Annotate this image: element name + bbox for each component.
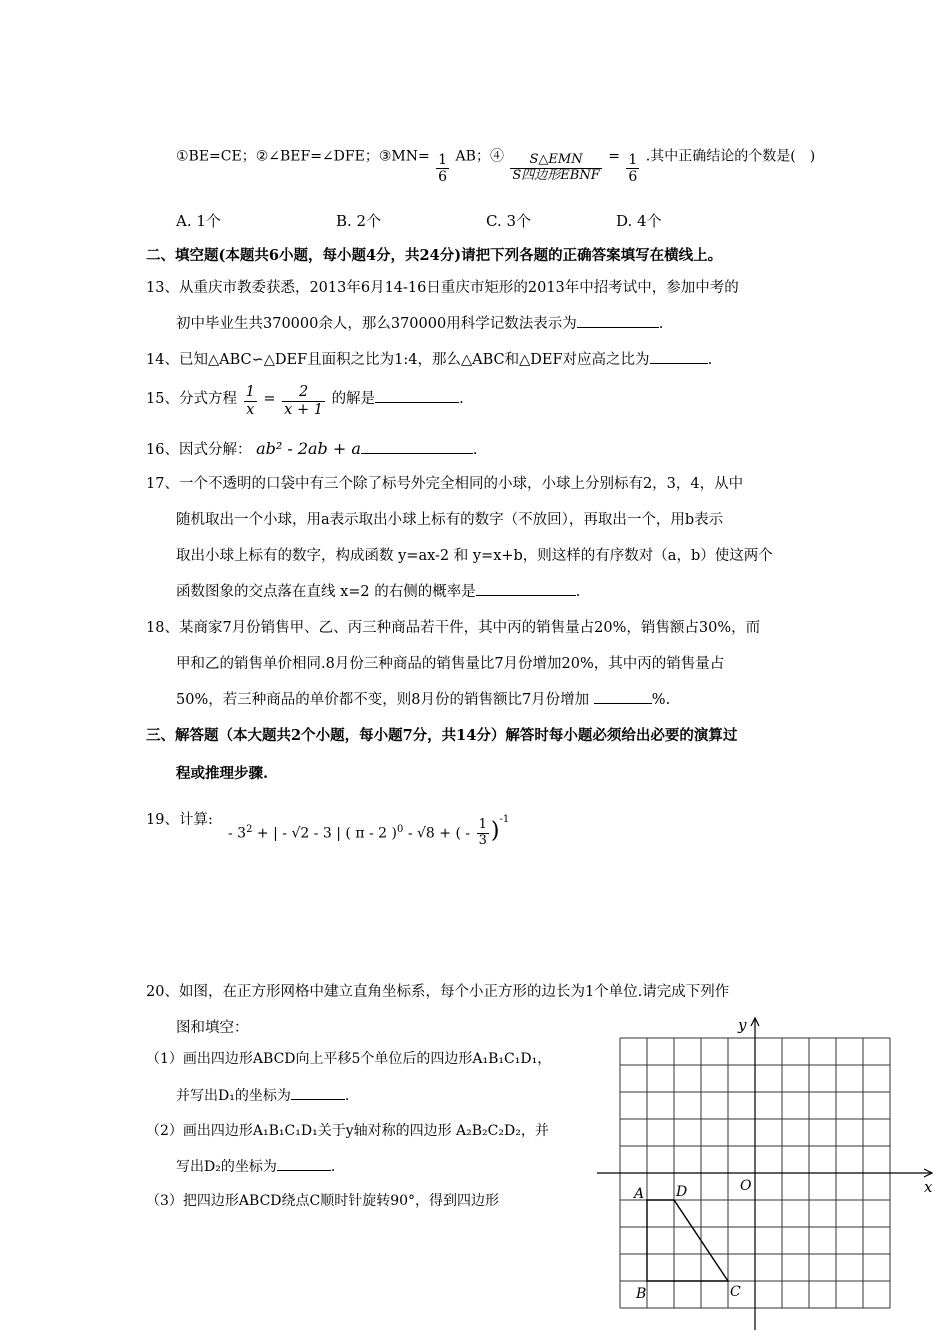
q19-frac-den: 3 (478, 832, 487, 848)
q20-item1-blank[interactable] (291, 1085, 345, 1100)
q17-tail: . (575, 584, 581, 600)
q12-frac1-den: 6 (438, 169, 448, 186)
q16-expression: ab² - 2ab + a (256, 439, 361, 458)
q15-fraction-a (244, 384, 257, 418)
q12-option-d: D. 4个 (616, 212, 662, 230)
q13-answer-blank[interactable] (577, 313, 659, 328)
q12-frac3-den: 6 (628, 169, 638, 186)
q19-fraction (477, 818, 489, 849)
q18-tail: %. (651, 692, 671, 708)
q12-frac3-num: 1 (628, 152, 638, 168)
q19-part2: + | - √2 - 3 | ( π - 2 ) (252, 825, 397, 842)
q17-line2: 随机取出一个小球，用a表示取出小球上标有的数字（不放回），再取出一个，用b表示 (176, 512, 724, 528)
q18-text: 50%，若三种商品的单价都不变，则8月份的销售额比7月份增加 (176, 692, 590, 708)
q19-expression (228, 813, 510, 849)
q19-part2-sup: 0 (397, 823, 404, 835)
q15-frac-a-den: x (246, 401, 255, 418)
q15-answer-blank[interactable] (375, 388, 459, 403)
q12-question-tail: .其中正确结论的个数是( ) (645, 148, 816, 165)
q18-answer-blank[interactable] (594, 689, 652, 704)
q20-item2-tail: . (330, 1159, 336, 1175)
label-a: A (634, 1186, 645, 1202)
q20-item1-line2 (176, 1085, 349, 1105)
q19-prefix: 19、计算: (146, 812, 213, 828)
section2-heading: 二、填空题(本题共6小题，每小题4分，共24分)请把下列各题的正确答案填写在横线上。 (146, 247, 723, 264)
q16-prefix: 16、因式分解： (146, 442, 252, 458)
q14-tail: . (707, 352, 713, 368)
q20-item2-blank[interactable] (277, 1156, 331, 1171)
q20-item2-line1: （2）画出四边形A₁B₁C₁D₁关于y轴对称的四边形 A₂B₂C₂D₂，并 (146, 1123, 549, 1139)
q16-answer-blank[interactable] (361, 439, 473, 454)
coordinate-grid-figure (592, 1010, 942, 1340)
q20-line2: 图和填空： (176, 1020, 249, 1036)
q13-line1: 13、从重庆市教委获悉，2013年6月14-16日重庆市矩形的2013年中招考试中，参加中考的 (146, 280, 739, 296)
q15-line (146, 382, 464, 416)
q19-part4-sup: -1 (499, 813, 510, 825)
q20-item1-tail: . (344, 1088, 350, 1104)
q12-option-c: C. 3个 (486, 212, 532, 230)
q15-prefix: 15、分式方程 (146, 391, 237, 408)
q20-line1: 20、如图，在正方形网格中建立直角坐标系，每个小正方形的边长为1个单位.请完成下列作 (146, 984, 730, 1000)
q14-line1 (146, 348, 712, 369)
label-x: x (924, 1178, 933, 1196)
q20-item2-text: 写出D₂的坐标为 (176, 1159, 277, 1175)
label-c: C (730, 1284, 741, 1300)
q12-frac2-num: S△EMN (510, 153, 601, 169)
q19-part1: - 3 (228, 825, 247, 842)
q17-text: 函数图象的交点落在直线 x=2 的右侧的概率是 (176, 584, 476, 600)
q12-text-a: ①BE=CE；②∠BEF=∠DFE；③MN= (176, 148, 430, 165)
q15-frac-a-num: 1 (245, 384, 255, 400)
q17-line4 (176, 580, 580, 601)
q15-equals: = (263, 391, 276, 408)
label-b: B (636, 1286, 647, 1302)
q17-line3: 取出小球上标有的数字，构成函数 y=ax-2 和 y=x+b，则这样的有序数对（a，b）使这两个 (176, 548, 773, 564)
q13-text: 初中毕业生共370000余人，那么370000用科学记数法表示为 (176, 316, 577, 332)
q12-fraction-1 (436, 152, 449, 185)
quadrilateral-abcd (647, 1200, 728, 1281)
q15-fraction-b (282, 384, 325, 418)
q14-text: 14、已知△ABC∽△DEF且面积之比为1:4，那么△ABC和△DEF对应高之比为 (146, 352, 650, 368)
label-d: D (676, 1184, 688, 1200)
q19-part3: - √8 + ( - (403, 825, 471, 842)
label-y: y (738, 1016, 747, 1034)
q15-frac-b-num: 2 (282, 384, 325, 402)
q19-frac-num: 1 (478, 817, 487, 832)
q12-statements (176, 140, 816, 186)
q12-fraction-2 (510, 153, 601, 184)
section3-heading-line1: 三、解答题（本大题共2个小题，每小题7分，共14分）解答时每小题必须给出必要的演算过 (146, 727, 738, 744)
q13-tail: . (658, 316, 664, 332)
q20-item2-line2 (176, 1156, 335, 1176)
q18-line1: 18、某商家7月份销售甲、乙、丙三种商品若干件，其中丙的销售量占20%，销售额占30%，而 (146, 620, 761, 636)
q15-suffix: 的解是 (331, 391, 376, 408)
q15-frac-b-den: x + 1 (284, 401, 323, 418)
q12-text-b: AB；④ (455, 148, 504, 165)
q19-part1-sup: 2 (246, 823, 253, 835)
q17-answer-blank[interactable] (476, 581, 576, 596)
section3-heading-line2: 程或推理步骤. (176, 765, 269, 782)
q17-line1: 17、一个不透明的口袋中有三个除了标号外完全相同的小球，小球上分别标有2，3，4，从中 (146, 476, 744, 492)
q13-line2 (176, 312, 663, 333)
q16-tail: . (472, 442, 478, 458)
q14-answer-blank[interactable] (650, 349, 708, 364)
q19-part4: ) (490, 818, 500, 844)
q12-frac2-den: S四边形EBNF (512, 168, 600, 184)
q20-item3-line1: （3）把四边形ABCD绕点C顺时针旋转90°，得到四边形 (146, 1193, 500, 1209)
label-o: O (740, 1178, 752, 1194)
q20-item1-line1: （1）画出四边形ABCD向上平移5个单位后的四边形A₁B₁C₁D₁， (146, 1051, 552, 1067)
q12-frac1-num: 1 (438, 152, 448, 168)
q16-line (146, 438, 478, 459)
q12-equals: = (608, 148, 620, 165)
q20-item1-text: 并写出D₁的坐标为 (176, 1088, 291, 1104)
q18-line2: 甲和乙的销售单价相同.8月份三种商品的销售量比7月份增加20%，其中丙的销售量占 (176, 656, 725, 672)
q12-option-a: A. 1个 (176, 212, 221, 230)
q15-tail: . (459, 391, 464, 408)
q12-fraction-3 (626, 152, 639, 185)
q12-option-b: B. 2个 (336, 212, 382, 230)
q18-line3 (176, 688, 670, 709)
